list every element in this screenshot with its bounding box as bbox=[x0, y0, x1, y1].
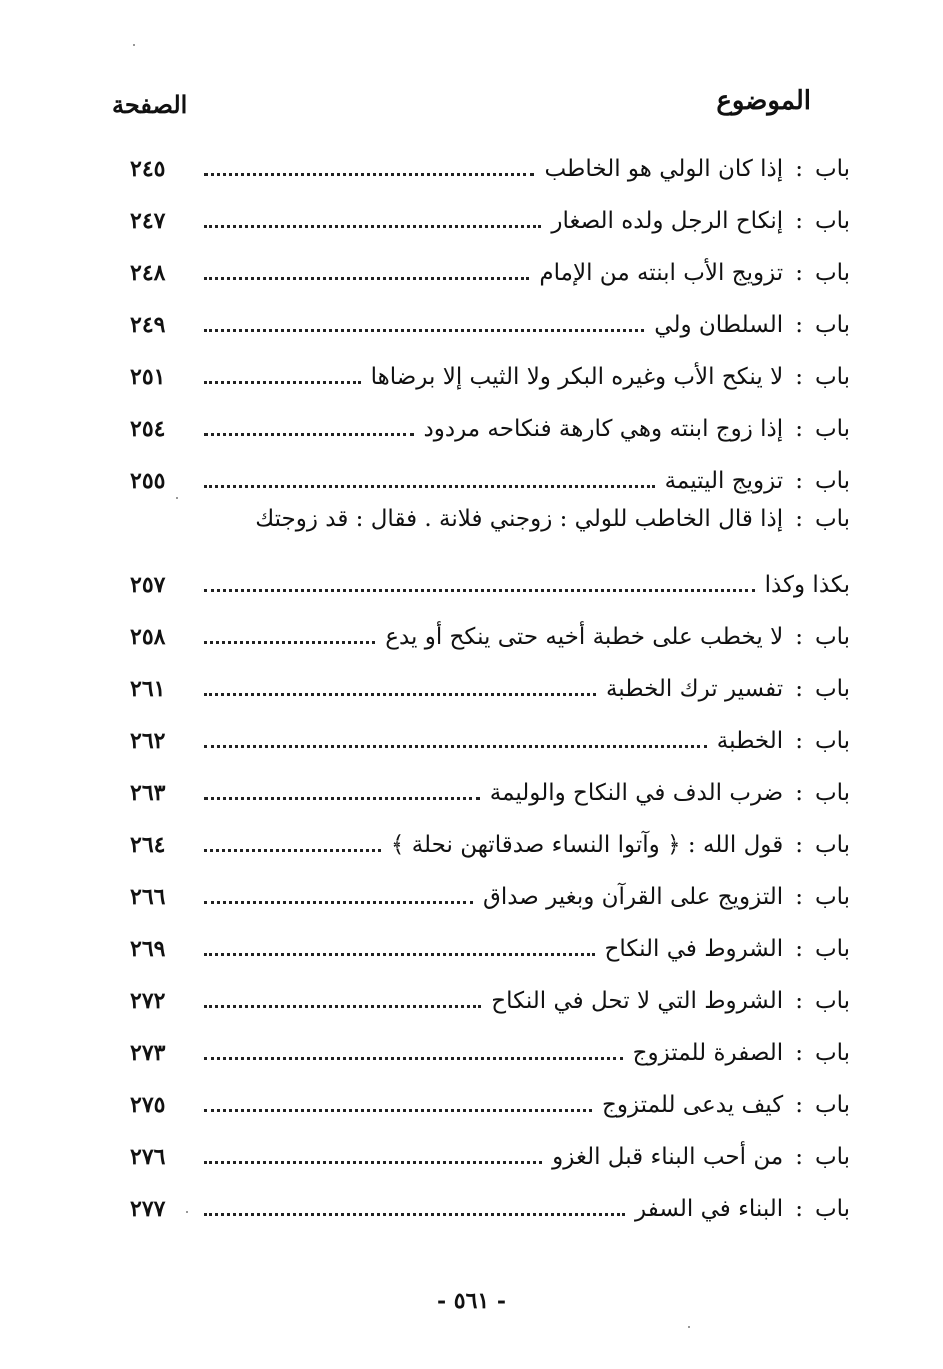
entry-page-number: ٢٧٣ bbox=[130, 1040, 166, 1066]
entry-page-number: ٢٥٧ bbox=[130, 572, 166, 598]
entry-label: باب bbox=[814, 1144, 850, 1170]
entry-title: الصفرة للمتزوج bbox=[632, 1040, 784, 1066]
entry-label: باب bbox=[814, 832, 850, 858]
entry-title: قول الله : ﴿ وآتوا النساء صدقاتهن نحلة ﴾ bbox=[390, 832, 784, 858]
dot-leader bbox=[204, 1005, 481, 1008]
entry-page-number: ٢٧٥ bbox=[130, 1092, 166, 1118]
toc-entry bbox=[120, 1074, 850, 1126]
dot-leader bbox=[204, 953, 595, 956]
entry-label: باب bbox=[814, 260, 850, 286]
toc-entry bbox=[120, 710, 850, 762]
toc-entry bbox=[120, 398, 850, 450]
entry-page-number: ٢٧٦ bbox=[130, 1144, 166, 1170]
entry-separator: : bbox=[795, 1144, 803, 1170]
entry-separator: : bbox=[795, 312, 803, 338]
toc-entry bbox=[120, 190, 850, 242]
entry-page-number: ٢٥١ bbox=[130, 364, 166, 390]
dot-leader bbox=[204, 901, 473, 904]
dot-leader bbox=[204, 693, 596, 696]
dot-leader bbox=[204, 849, 381, 852]
toc-entry bbox=[120, 762, 850, 814]
entry-label: باب bbox=[814, 676, 850, 702]
entry-label: باب bbox=[814, 988, 850, 1014]
dot-leader bbox=[204, 381, 361, 384]
entry-separator: : bbox=[795, 884, 803, 910]
entry-title: ضرب الدف في النكاح والوليمة bbox=[489, 780, 784, 806]
entry-label: باب bbox=[814, 728, 850, 754]
entry-separator: : bbox=[795, 728, 803, 754]
entry-label: باب bbox=[814, 364, 850, 390]
entry-title: البناء في السفر bbox=[635, 1196, 784, 1222]
entry-separator: : bbox=[795, 156, 803, 182]
entry-title: الشروط التي لا تحل في النكاح bbox=[491, 988, 784, 1014]
entry-label: باب bbox=[814, 208, 850, 234]
entry-page-number: ٢٦٩ bbox=[130, 936, 166, 962]
entry-title: إذا كان الولي هو الخاطب bbox=[544, 156, 784, 182]
entry-title: الخطبة bbox=[716, 728, 784, 754]
entry-label: باب bbox=[814, 884, 850, 910]
scan-speck bbox=[688, 1326, 690, 1328]
toc-entry bbox=[120, 502, 850, 606]
toc-entry bbox=[120, 606, 850, 658]
dot-leader bbox=[204, 225, 541, 228]
entry-title: السلطان ولي bbox=[654, 312, 784, 338]
entry-page-number: ٢٤٩ bbox=[130, 312, 166, 338]
entry-label: باب bbox=[814, 1040, 850, 1066]
entry-separator: : bbox=[795, 260, 803, 286]
entry-page-number: ٢٤٥ bbox=[130, 156, 166, 182]
entry-page-number: ٢٦٢ bbox=[130, 728, 166, 754]
entry-page-number: ٢٦٣ bbox=[130, 780, 166, 806]
entry-separator: : bbox=[795, 1196, 803, 1222]
dot-leader bbox=[204, 1109, 592, 1112]
dot-leader bbox=[204, 641, 375, 644]
entry-title: كيف يدعى للمتزوج bbox=[601, 1092, 784, 1118]
entry-label: باب bbox=[814, 312, 850, 338]
entry-page-number: ٢٦٤ bbox=[130, 832, 166, 858]
entry-title: إذا زوج ابنته وهي كارهة فنكاحه مردود bbox=[423, 416, 784, 442]
scan-speck bbox=[133, 44, 135, 46]
entry-label: باب bbox=[814, 624, 850, 650]
entry-separator: : bbox=[795, 780, 803, 806]
dot-leader bbox=[204, 589, 755, 592]
dot-leader bbox=[204, 329, 644, 332]
entry-title: تزويج اليتيمة bbox=[664, 468, 784, 494]
entry-title: الشروط في النكاح bbox=[604, 936, 784, 962]
toc-entry bbox=[120, 450, 850, 502]
entry-page-number: ٢٤٨ bbox=[130, 260, 166, 286]
entry-page-number: ٢٧٢ bbox=[130, 988, 166, 1014]
entry-title: تزويج الأب ابنته من الإمام bbox=[539, 260, 784, 286]
entry-title: التزويج على القرآن وبغير صداق bbox=[482, 884, 784, 910]
entry-separator: : bbox=[795, 364, 803, 390]
dot-leader bbox=[204, 277, 529, 280]
entry-page-number: ٢٥٤ bbox=[130, 416, 166, 442]
entry-page-number: ٢٤٧ bbox=[130, 208, 166, 234]
toc-entry bbox=[120, 346, 850, 398]
dot-leader bbox=[204, 1161, 542, 1164]
entry-title: تفسير ترك الخطبة bbox=[605, 676, 784, 702]
toc-entry bbox=[120, 242, 850, 294]
toc-entry bbox=[120, 1022, 850, 1074]
entry-separator: : bbox=[795, 208, 803, 234]
toc-entry bbox=[120, 814, 850, 866]
entry-label: باب bbox=[814, 1196, 850, 1222]
entry-separator: : bbox=[795, 1040, 803, 1066]
toc-entry bbox=[120, 1126, 850, 1178]
entry-label: باب bbox=[814, 780, 850, 806]
entry-page-number: ٢٦٦ bbox=[130, 884, 166, 910]
entry-page-number: ٢٦١ bbox=[130, 676, 166, 702]
table-of-contents bbox=[120, 138, 850, 1230]
toc-entry bbox=[120, 918, 850, 970]
entry-title: لا يخطب على خطبة أخيه حتى ينكح أو يدع bbox=[385, 624, 784, 650]
entry-separator: : bbox=[795, 1092, 803, 1118]
entry-label: باب bbox=[814, 1092, 850, 1118]
entry-page-number: ٢٥٨ bbox=[130, 624, 166, 650]
toc-entry bbox=[120, 1178, 850, 1230]
entry-separator: : bbox=[795, 416, 803, 442]
entry-separator: : bbox=[795, 624, 803, 650]
dot-leader bbox=[204, 745, 707, 748]
toc-entry bbox=[120, 970, 850, 1022]
column-header-subject: الموضوع bbox=[716, 86, 811, 116]
entry-title: لا ينكح الأب وغيره البكر ولا الثيب إلا برضاها bbox=[370, 364, 784, 390]
toc-entry bbox=[120, 138, 850, 190]
toc-entry bbox=[120, 658, 850, 710]
entry-separator: : bbox=[795, 506, 803, 532]
entry-title: إنكاح الرجل ولده الصغار bbox=[551, 208, 784, 234]
dot-leader bbox=[204, 485, 655, 488]
entry-label: باب bbox=[814, 156, 850, 182]
entry-separator: : bbox=[795, 676, 803, 702]
entry-page-number: ٢٥٥ bbox=[130, 468, 166, 494]
entry-label: باب bbox=[814, 416, 850, 442]
entry-title: إذا قال الخاطب للولي : زوجني فلانة . فقال : قد زوجتك bbox=[255, 506, 784, 532]
page-number-footer: - ٥٦١ - bbox=[436, 1288, 507, 1314]
entry-label: باب bbox=[814, 506, 850, 532]
dot-leader bbox=[204, 433, 414, 436]
column-header-page: الصفحة bbox=[112, 90, 188, 119]
toc-entry bbox=[120, 294, 850, 346]
entry-page-number: ٢٧٧ bbox=[130, 1196, 166, 1222]
dot-leader bbox=[204, 1213, 625, 1216]
entry-label: باب bbox=[814, 936, 850, 962]
entry-title: من أحب البناء قبل الغزو bbox=[552, 1144, 784, 1170]
entry-separator: : bbox=[795, 936, 803, 962]
entry-separator: : bbox=[795, 468, 803, 494]
dot-leader bbox=[204, 1057, 623, 1060]
toc-entry bbox=[120, 866, 850, 918]
entry-title-continuation: بكذا وكذا bbox=[764, 572, 850, 598]
entry-separator: : bbox=[795, 832, 803, 858]
dot-leader bbox=[204, 173, 534, 176]
entry-label: باب bbox=[814, 468, 850, 494]
dot-leader bbox=[204, 797, 480, 800]
entry-separator: : bbox=[795, 988, 803, 1014]
